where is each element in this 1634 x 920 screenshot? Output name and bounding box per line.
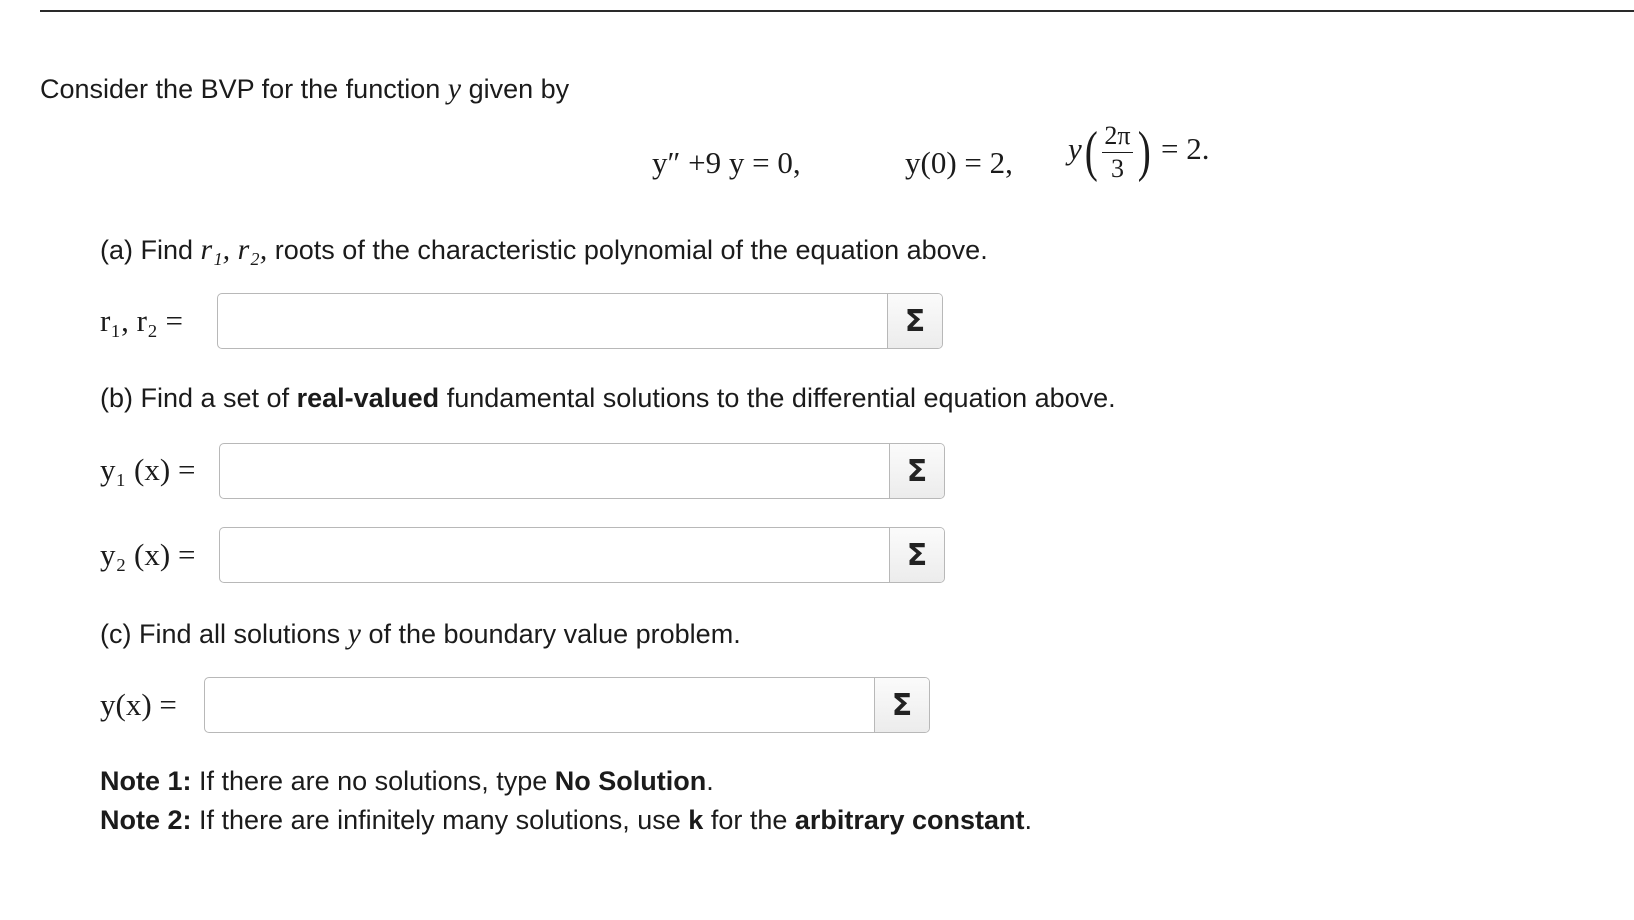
y2-answer-box: [219, 527, 945, 583]
part-b-prompt: (b) Find a set of real-valued fundamental solutions to the differential equation above.: [100, 383, 1116, 413]
problem-intro: Consider the BVP for the function y given by: [40, 72, 570, 105]
y-label: y(x) =: [100, 687, 177, 722]
note-1: Note 1: If there are no solutions, type No Solution.: [100, 766, 714, 796]
top-divider: [40, 10, 1634, 12]
fraction: $\frac{2\pi}{3}$: [1104, 120, 1131, 183]
y1-answer-box: [219, 443, 945, 499]
y1-input[interactable]: [220, 444, 889, 498]
boundary-condition-1: y(0) = 2,: [905, 145, 1013, 180]
note-2: Note 2: If there are infinitely many solutions, use k for the arbitrary constant.: [100, 805, 1032, 835]
y2-label: y₂ (x) =: [100, 537, 196, 572]
roots-answer-box: [217, 293, 943, 349]
boundary-condition-2: y( $\frac{2\pi}{3}$ ) = 2.: [1068, 120, 1210, 183]
y-input[interactable]: [205, 678, 874, 732]
sigma-icon[interactable]: Σ: [889, 528, 944, 582]
sigma-icon[interactable]: Σ: [874, 678, 929, 732]
y1-label: y₁ (x) =: [100, 452, 196, 487]
y-answer-box: [204, 677, 930, 733]
sigma-icon[interactable]: Σ: [889, 444, 944, 498]
ode-equation: y″ +9 y = 0,: [652, 145, 801, 180]
part-a-prompt: (a) Find r₁, r₂, roots of the characteristic polynomial of the equation above.: [100, 233, 988, 266]
y2-input[interactable]: [220, 528, 889, 582]
roots-label: r₁, r₂ =: [100, 303, 183, 338]
part-c-prompt: (c) Find all solutions y of the boundary value problem.: [100, 617, 741, 650]
sigma-icon[interactable]: Σ: [887, 294, 942, 348]
intro-variable: y: [447, 72, 462, 105]
roots-input[interactable]: [218, 294, 887, 348]
